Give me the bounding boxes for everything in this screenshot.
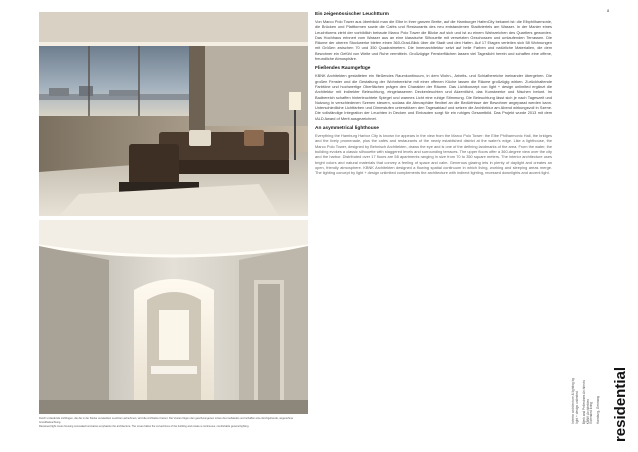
architect-credit-line-1: Bjerk and Pellestrøm Architects: [582, 379, 586, 424]
section-heading-1: Ein zeigenössischer Leuchtturm: [315, 12, 389, 17]
section-body-2: KBNK Architekten gestalteten ein fließendes Raumkontinuum, in dem Wohn-, Arbeits- und Schlafbereiche ineinander übergehen. Die großen Fenster und die Gestaltung der Wohnbereiche mit einer offenen Küche lassen die Räume großzügig wirken. Zurückhaltende Farbtöne und hochwertige Oberflächen prägen den Charakter der Räume. Das Lichtkonzept von light + design unlimited ergänzt die Architektur mit indirekter Beleuchtung, eingelassenen Deckenleuchten und Akzentlicht, das Kunstwerke und Nischen betont. Im Badbereich schaffen hinterleuchtete Spiegel und warmes Licht eine ruhige Stimmung. Die Beleuchtung lässt sich je nach Tageszeit und Nutzung in verschiedenen Szenen steuern, sodass die Atmosphäre flexibel an die Bedürfnisse der Bewohner angepasst werden kann. Unterschiedliche Lichtfarben und Dimmstufen unterstützen den Tagesablauf und setzen die Architektur am Abend wirkungsvoll in Szene. Die vollständige Integration der Leuchten in Decken und Einbauten sorgt für ein ruhiges Gesamtbild. Das Projekt wurde 2013 mit dem IALD Award of Merit ausgezeichnet.: [315, 73, 552, 121]
photo-caption: [39, 417, 301, 430]
page-number: 8: [607, 8, 610, 13]
lighting-credit-line-2: light + design unlimited: [575, 391, 579, 424]
caption-de: Durch umlaufende Lichtfugen, die die in der Decke versteckten Leuchten aufnehmen, wird die Architektur betont. Die Vouten folgen den geschwungenen Linien des Gebäudes und schaffen eine durchgehende, angenehme Grundbeleuchtung.: [39, 417, 294, 424]
section-body-3: Everything the Hamburg Harbor City is known for appears in the view from the Marco Polo Tower: the Elbe Philharmonic Hall, the bridges and the lively promenade, plus the cafés and restaurants of the newly established district at the water's edge. Like a lighthouse, the Marco Polo Tower, designed by Behnisch Architekten, draws the eye and is one of the defining landmarks of the area. From the water, the building evokes a classic silhouette with staggered levels and surrounding terraces. The upper floors offer a 360-degree view over the city and the harbor. Distributed over 17 floors are 58 apartments ranging in size from 70 to 350 square meters. The interior architecture uses bright colors and natural materials that convey a feeling of space and calm. Generous glazing lets in plenty of daylight and creates an open, friendly atmosphere. KBNK Architekten designed a flowing spatial continuum in which living, working and sleeping areas merge. The lighting concept by light + design unlimited complements the architecture with indirect lighting, recessed downlights and accent light.: [315, 133, 552, 176]
architect-credit-line-2: KBNK Architekten: [586, 398, 590, 424]
section-heading-3: An asymmetrical lighthouse: [315, 126, 379, 132]
magazine-section-title: residential: [612, 366, 629, 442]
article-column: [315, 12, 552, 180]
project-title: Extended living: [589, 402, 593, 424]
living-room-photo: [39, 12, 308, 216]
caption-en: Recessed light coves housing concealed luminaires emphasize the architecture. The coves follow the curved lines of the building and create a continuous, comfortable general lighting.: [39, 425, 250, 429]
living-room-image: [39, 12, 308, 216]
lighting-credit: [571, 378, 579, 424]
corridor-image: [39, 220, 308, 414]
corridor-photo: [39, 220, 308, 414]
section-body-1: Von Marco Polo Tower aus überblickt man die Elbe in ihrer ganzen Breite, auf die Hamburger HafenCity bekannt ist: die Elbphilharmonie, die Brücken und Plattformen sowie die Cafés und Restaurants des neu entstandenen Stadtviertels am Wasser. In der Manier eines Leuchtturms zieht der vorbildlich bebaute Marco Polo Tower die Blicke auf sich und ist zu einem Wahrzeichen des Quartiers geworden. Das Hochhaus erinnert vom Wasser aus an eine klassische Silhouette mit versetzten Geschossen und umlaufenden Terrassen. Die Räume der oberen Stockwerke bieten einen 360-Grad-Blick über die Stadt und den Hafen. Auf 17 Etagen verteilen sich 58 Wohnungen mit Größen zwischen 70 und 350 Quadratmetern. Die Innenarchitektur setzt auf helle Farben und natürliche Materialien, die dem Bewohner ein Gefühl von Weite und Ruhe vermitteln. Großzügige Fensterflächen lassen viel Tageslicht herein und schaffen eine offene, freundliche Atmosphäre.: [315, 19, 552, 62]
project-location: Hamburg, Germany: [596, 396, 600, 424]
lighting-credit-line-1: Interior architecture & lighting by: [571, 378, 575, 424]
section-heading-2: Fließendes Raumgefüge: [315, 66, 371, 72]
